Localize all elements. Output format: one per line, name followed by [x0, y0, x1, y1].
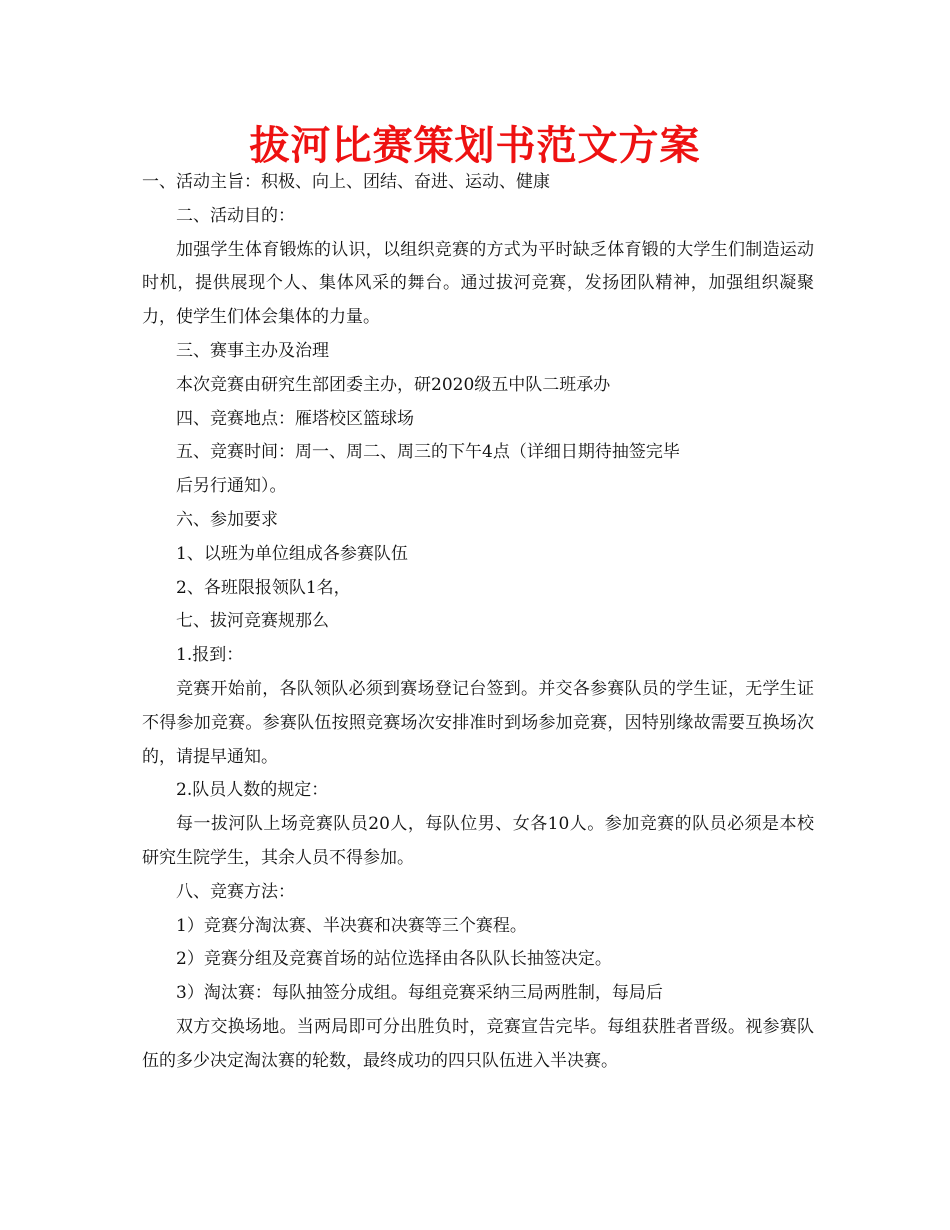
paragraph-method-3: 3）淘汰赛：每队抽签分成组。每组竞赛采纳三局两胜制，每局后	[176, 983, 663, 1004]
paragraph-goal-body: 加强学生体育锻炼的认识，以组织竞赛的方式为平时缺乏体育锻的大学生们制造运动时机，提供展现个人、集体风采的舞台。通过拔河竞赛，发扬团队精神，加强组织凝聚力，使学生们体会集体的力量。	[142, 239, 814, 328]
paragraph-heading-method: 八、竞赛方法：	[176, 881, 295, 902]
paragraph-organizer-body: 本次竞赛由研究生部团委主办，研2020级五中队二班承办	[176, 374, 611, 395]
paragraph-time: 五、竞赛时间：周一、周二、周三的下午4点（详细日期待抽签完毕	[176, 442, 680, 463]
paragraph-heading-rules: 七、拔河竞赛规那么	[176, 611, 329, 632]
paragraph-heading-goal: 二、活动目的：	[176, 205, 295, 226]
document-body	[142, 166, 814, 1079]
paragraph-rule-team-size-heading: 2.队员人数的规定：	[176, 780, 329, 801]
paragraph-rule-checkin-body: 竞赛开始前，各队领队必须到赛场登记台签到。并交各参赛队员的学生证，无学生证不得参加竞赛。参赛队伍按照竞赛场次安排准时到场参加竞赛，因特别缘故需要互换场次的，请提早通知。	[142, 678, 814, 767]
paragraph-method-1: 1）竞赛分淘汰赛、半决赛和决赛等三个赛程。	[176, 915, 527, 936]
paragraph-heading-requirements: 六、参加要求	[176, 509, 278, 530]
paragraph-requirement-2: 2、各班限报领队1名，	[176, 577, 351, 598]
paragraph-rule-team-size-body: 每一拔河队上场竞赛队员20人，每队位男、女各10人。参加竞赛的队员必须是本校研究生院学生，其余人员不得参加。	[142, 814, 814, 868]
paragraph-time-continued: 后另行通知）。	[176, 476, 287, 497]
paragraph-method-3-continued: 双方交换场地。当两局即可分出胜负时，竞赛宣告完毕。每组获胜者晋级。视参赛队伍的多少决定淘汰赛的轮数，最终成功的四只队伍进入半决赛。	[142, 1016, 814, 1071]
paragraph-venue: 四、竞赛地点：雁塔校区篮球场	[176, 408, 414, 429]
paragraph-purpose-theme: 一、活动主旨：积极、向上、团结、奋进、运动、健康	[142, 172, 550, 192]
paragraph-requirement-1: 1、以班为单位组成各参赛队伍	[176, 543, 408, 564]
paragraph-method-2: 2）竞赛分组及竞赛首场的站位选择由各队队长抽签决定。	[176, 949, 612, 970]
document-title: 拔河比赛策划书范文方案	[249, 123, 701, 169]
paragraph-heading-organizer: 三、赛事主办及治理	[176, 340, 329, 361]
paragraph-rule-checkin-heading: 1.报到：	[176, 645, 244, 666]
